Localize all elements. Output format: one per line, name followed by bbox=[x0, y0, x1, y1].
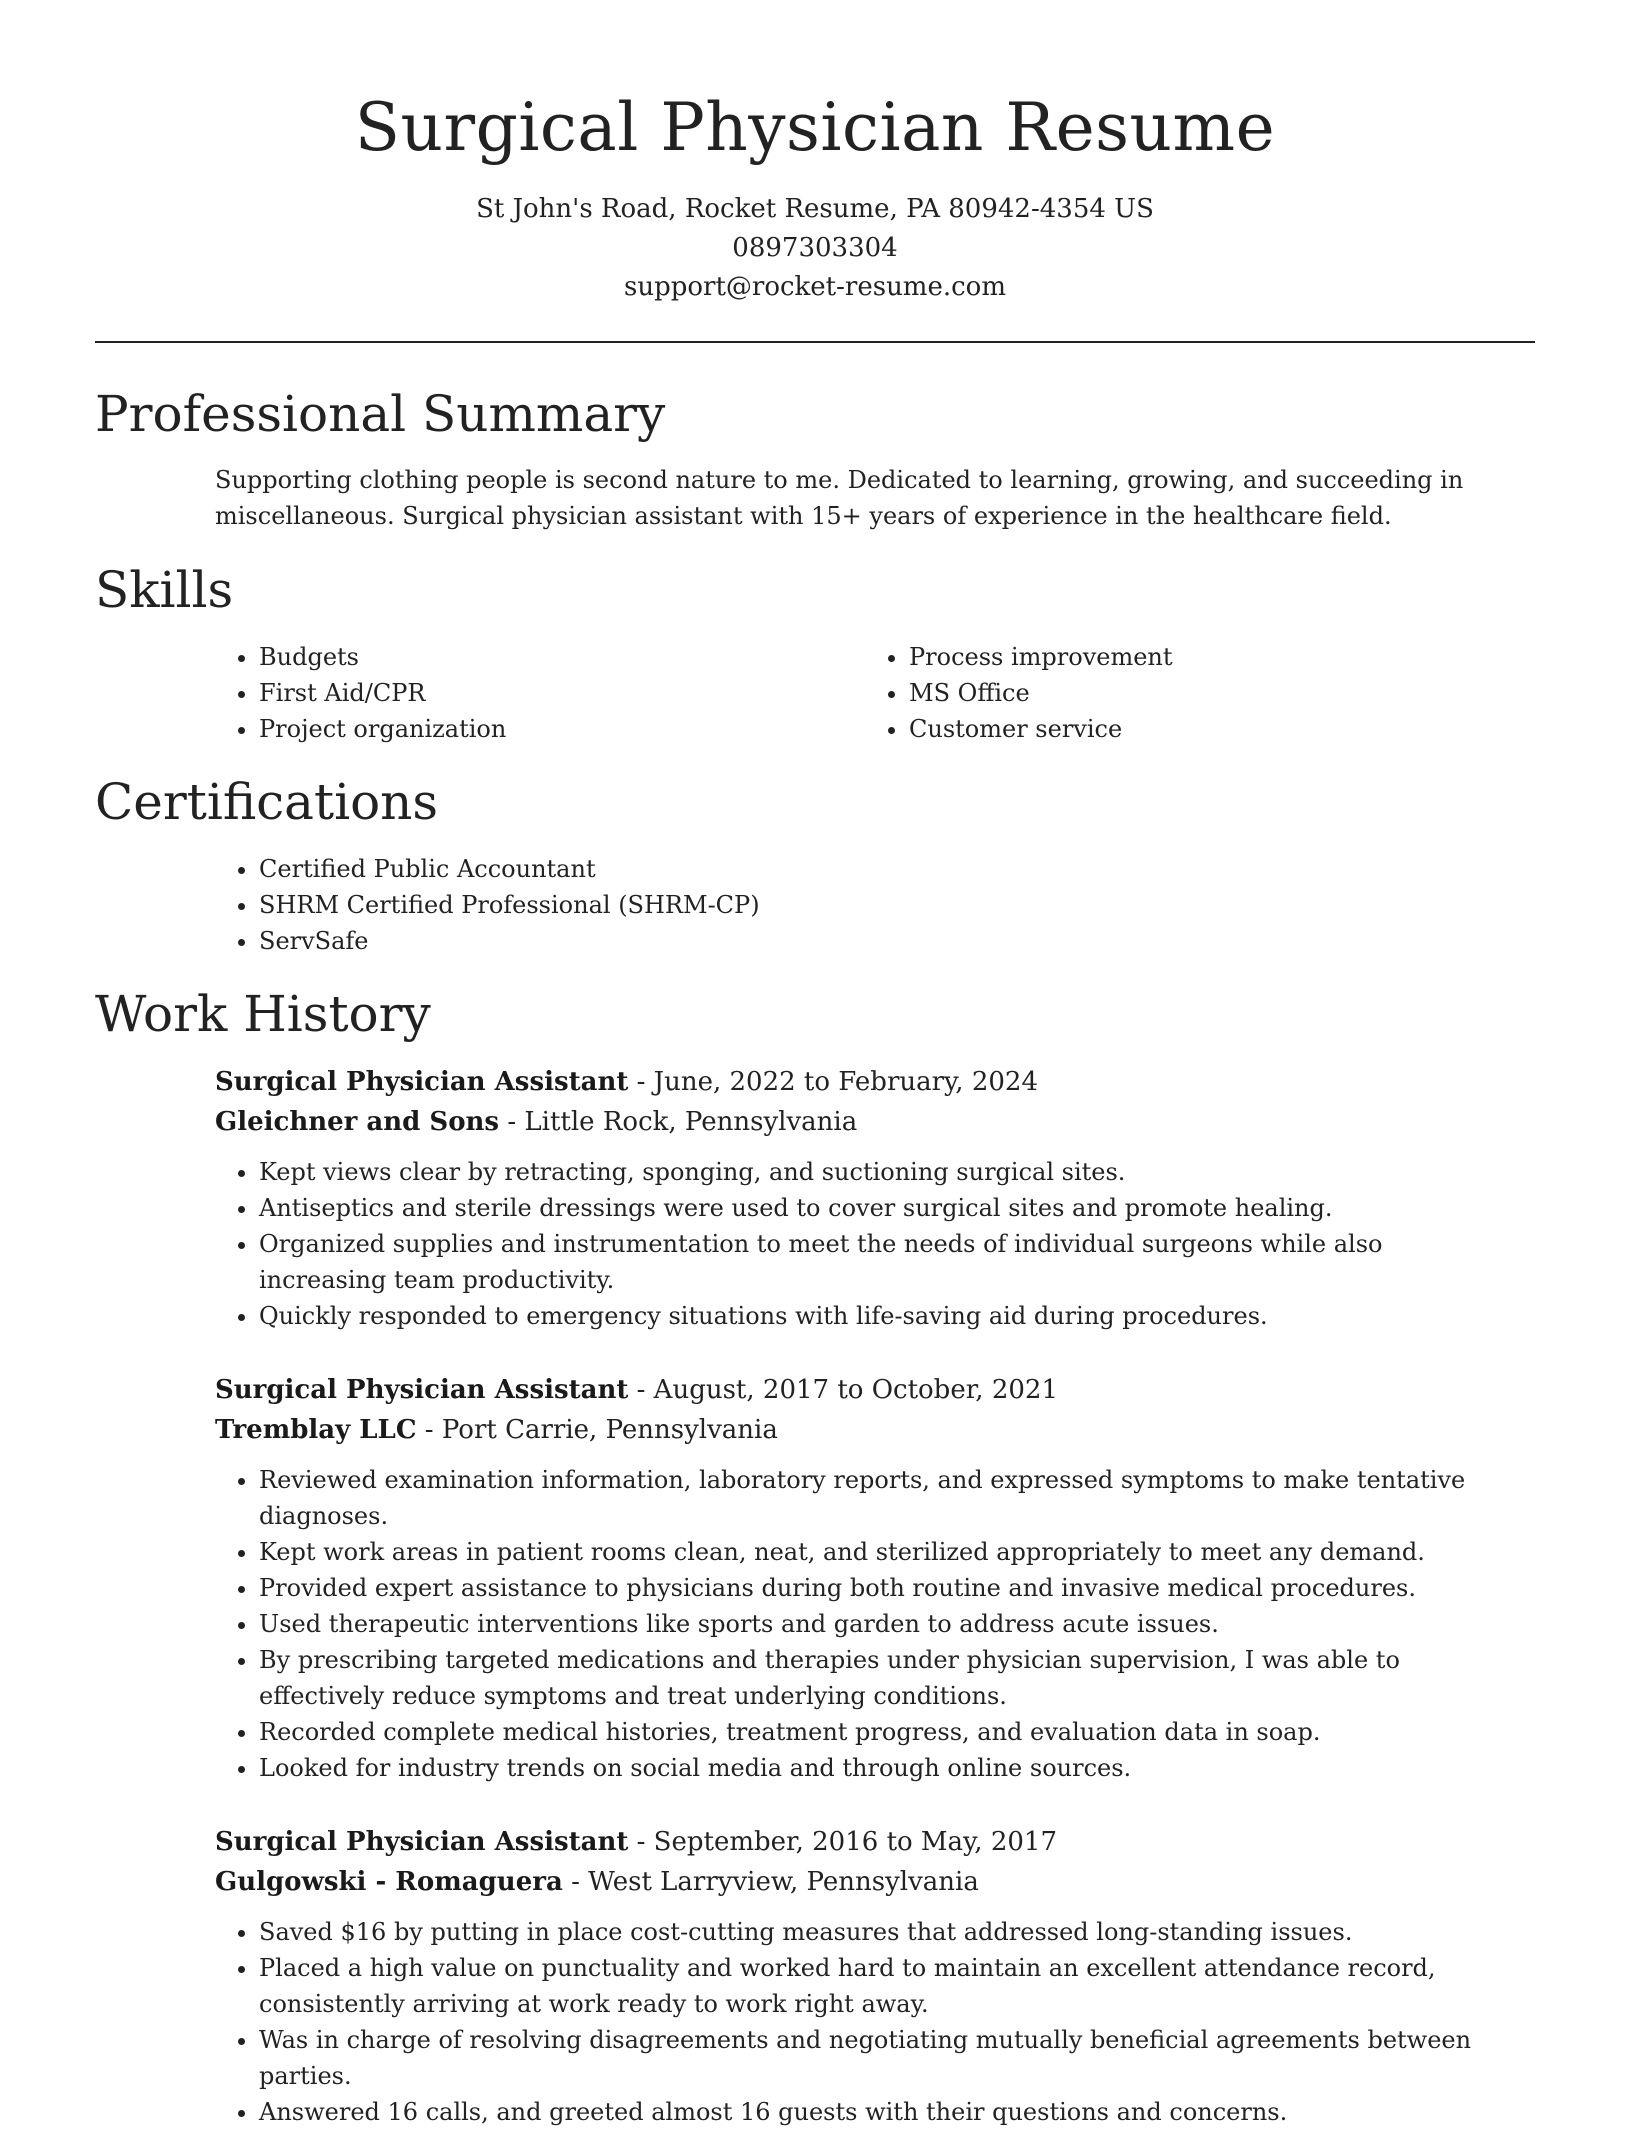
skill-item: • Customer service bbox=[909, 711, 1465, 747]
job-title: Surgical Physician Assistant bbox=[215, 1067, 629, 1097]
job-bullet: • Was in charge of resolving disagreements and negotiating mutually beneficial agreements between parties. bbox=[259, 2022, 1515, 2094]
header-divider bbox=[95, 341, 1535, 343]
job-title: Surgical Physician Assistant bbox=[215, 1827, 629, 1857]
job-bullet: • Reviewed examination information, laboratory reports, and expressed symptoms to make tentative diagnoses. bbox=[259, 1462, 1515, 1534]
job-entry bbox=[215, 1062, 1515, 1334]
skills-column-right bbox=[865, 639, 1465, 747]
job-location: - West Larryview, Pennsylvania bbox=[571, 1867, 979, 1897]
contact-address: St John's Road, Rocket Resume, PA 80942-4354 US bbox=[476, 194, 1154, 224]
summary-heading: Professional Summary bbox=[95, 385, 666, 443]
skill-item: • Project organization bbox=[259, 711, 815, 747]
job-bullet: • Recorded complete medical histories, treatment progress, and evaluation data in soap. bbox=[259, 1714, 1515, 1750]
work-history-heading: Work History bbox=[95, 985, 431, 1043]
skill-item: • MS Office bbox=[909, 675, 1465, 711]
summary-text: Supporting clothing people is second nature to me. Dedicated to learning, growing, and succeeding in miscellaneous. Surgical physician assistant with 15+ years of experience in the healthcare field. bbox=[215, 466, 1464, 530]
certification-item: • Certified Public Accountant bbox=[259, 851, 1515, 887]
job-bullet: • Used therapeutic interventions like sports and garden to address acute issues. bbox=[259, 1606, 1515, 1642]
job-bullet: • Saved $16 by putting in place cost-cutting measures that addressed long-standing issues. bbox=[259, 1914, 1515, 1950]
job-bullet: • Answered 16 calls, and greeted almost 16 guests with their questions and concerns. bbox=[259, 2094, 1515, 2130]
job-company-line bbox=[215, 1102, 1515, 1142]
skill-item: • Process improvement bbox=[909, 639, 1465, 675]
certification-item: • ServSafe bbox=[259, 923, 1515, 959]
skills-column-left bbox=[215, 639, 815, 747]
job-company: Gulgowski - Romaguera bbox=[215, 1867, 563, 1897]
contact-block bbox=[95, 190, 1535, 307]
job-title: Surgical Physician Assistant bbox=[215, 1375, 629, 1405]
job-company-line bbox=[215, 1410, 1515, 1450]
job-location: - Port Carrie, Pennsylvania bbox=[424, 1415, 778, 1445]
job-entry bbox=[215, 1822, 1515, 2130]
job-dates: - June, 2022 to February, 2024 bbox=[636, 1067, 1038, 1097]
job-bullet: • Provided expert assistance to physicians during both routine and invasive medical procedures. bbox=[259, 1570, 1515, 1606]
certifications-list bbox=[215, 851, 1515, 959]
certification-item: • SHRM Certified Professional (SHRM-CP) bbox=[259, 887, 1515, 923]
job-company-line bbox=[215, 1862, 1515, 1902]
job-company: Tremblay LLC bbox=[215, 1415, 417, 1445]
job-bullet: • Kept views clear by retracting, sponging, and suctioning surgical sites. bbox=[259, 1154, 1515, 1190]
job-company: Gleichner and Sons bbox=[215, 1107, 500, 1137]
contact-email: support@rocket-resume.com bbox=[623, 272, 1006, 302]
skill-item: • First Aid/CPR bbox=[259, 675, 815, 711]
job-bullet: • Placed a high value on punctuality and worked hard to maintain an excellent attendance record, consistently arriving at work ready to work right away. bbox=[259, 1950, 1515, 2022]
job-title-line bbox=[215, 1370, 1515, 1410]
resume-title: Surgical Physician Resume bbox=[354, 89, 1276, 166]
skills-heading: Skills bbox=[95, 561, 234, 619]
job-bullet: • Kept work areas in patient rooms clean, neat, and sterilized appropriately to meet any demand. bbox=[259, 1534, 1515, 1570]
job-bullet: • Quickly responded to emergency situations with life-saving aid during procedures. bbox=[259, 1298, 1515, 1334]
certifications-heading: Certifications bbox=[95, 773, 439, 831]
skill-item: • Budgets bbox=[259, 639, 815, 675]
job-bullet: • Looked for industry trends on social media and through online sources. bbox=[259, 1750, 1515, 1786]
job-entry bbox=[215, 1370, 1515, 1786]
job-title-line bbox=[215, 1062, 1515, 1102]
job-dates: - August, 2017 to October, 2021 bbox=[636, 1375, 1058, 1405]
job-bullet: • Antiseptics and sterile dressings were used to cover surgical sites and promote healing. bbox=[259, 1190, 1515, 1226]
job-title-line bbox=[215, 1822, 1515, 1862]
job-dates: - September, 2016 to May, 2017 bbox=[636, 1827, 1057, 1857]
job-bullet: • By prescribing targeted medications and therapies under physician supervision, I was able to effectively reduce symptoms and treat underlying conditions. bbox=[259, 1642, 1515, 1714]
job-bullet: • Organized supplies and instrumentation to meet the needs of individual surgeons while also increasing team productivity. bbox=[259, 1226, 1515, 1298]
contact-phone: 0897303304 bbox=[732, 233, 898, 263]
job-location: - Little Rock, Pennsylvania bbox=[507, 1107, 858, 1137]
